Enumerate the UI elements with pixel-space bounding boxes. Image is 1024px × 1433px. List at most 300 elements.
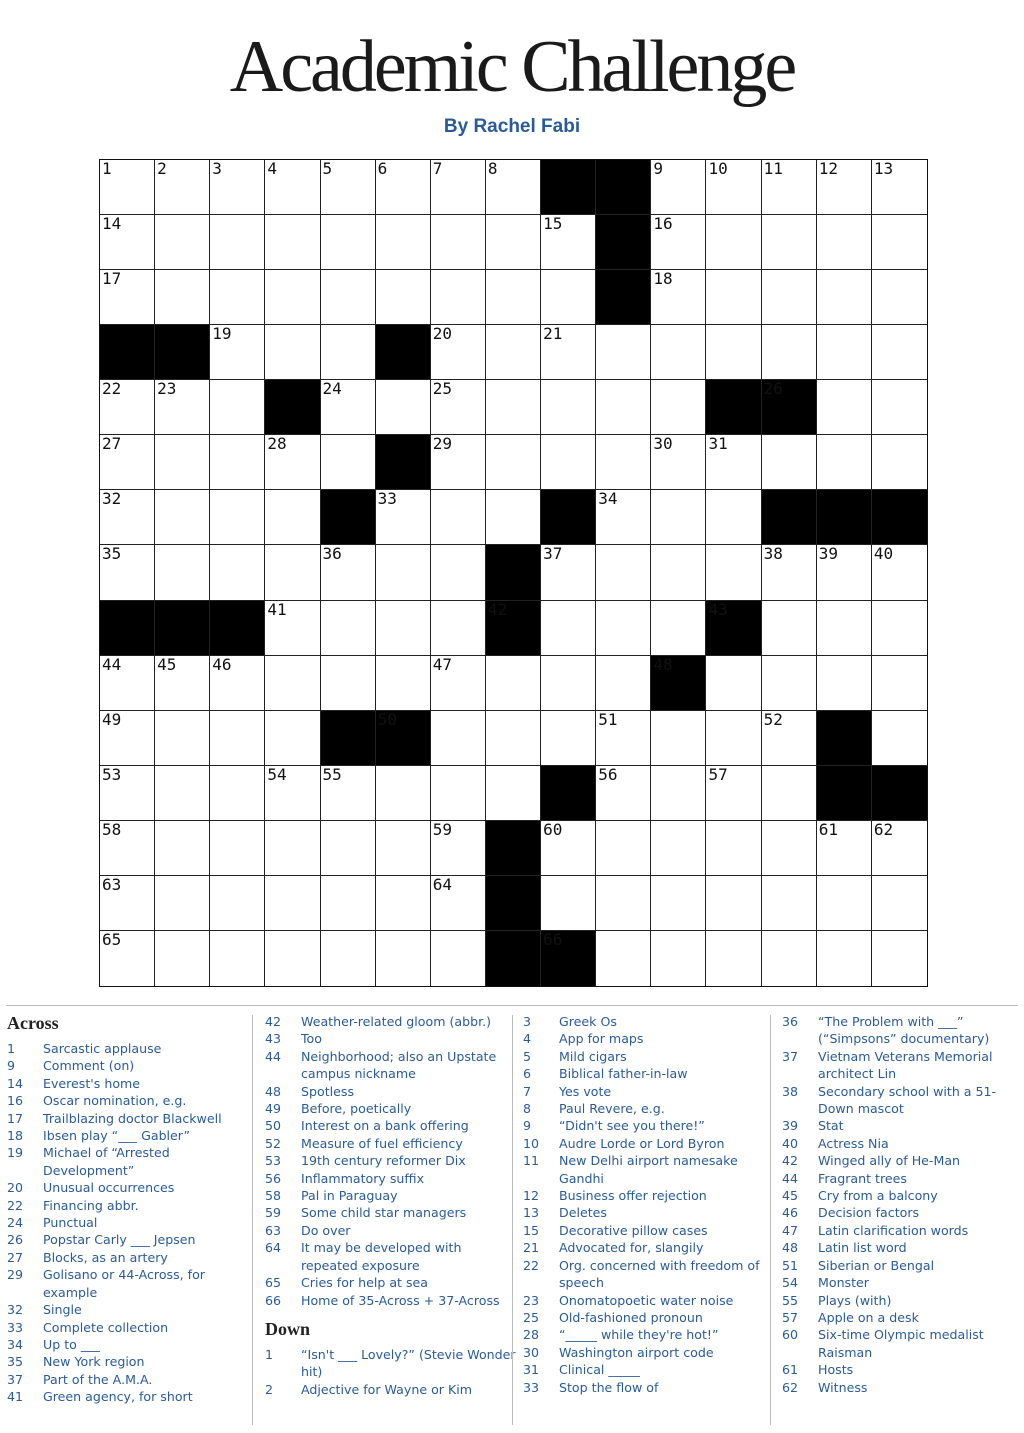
clue-item[interactable] [7,1266,259,1301]
grid-cell[interactable] [265,931,320,986]
grid-cell[interactable] [100,711,155,766]
grid-cell[interactable] [817,821,872,876]
clue-item[interactable] [782,1083,1018,1118]
clue-item[interactable] [265,1117,517,1134]
clue-item[interactable] [265,1135,517,1152]
grid-cell[interactable] [872,656,927,711]
grid-cell[interactable] [321,821,376,876]
grid-cell[interactable] [210,821,265,876]
cell-number: 17 [102,269,122,289]
grid-cell[interactable] [100,270,155,325]
grid-cell[interactable] [431,656,486,711]
clue-item[interactable] [523,1309,775,1326]
grid-cell[interactable] [100,490,155,545]
grid-cell[interactable] [431,766,486,821]
grid-cell[interactable] [155,766,210,821]
grid-cell[interactable] [486,435,541,490]
clue-item[interactable] [7,1144,259,1179]
grid-cell[interactable] [321,380,376,435]
grid-cell[interactable] [100,766,155,821]
clue-item[interactable] [782,1326,1018,1361]
cell-number: 58 [102,819,122,839]
grid-cell[interactable] [210,656,265,711]
cell-number: 10 [708,159,728,178]
grid-cell[interactable] [155,435,210,490]
clue-item[interactable] [523,1326,775,1343]
grid-cell[interactable] [265,490,320,545]
grid-cell[interactable] [265,215,320,270]
clue-item[interactable] [523,1065,775,1082]
cell-number: 4 [267,159,278,178]
clue-number: 65 [265,1275,282,1291]
grid-cell[interactable] [155,545,210,600]
clue-item[interactable] [265,1013,517,1030]
clue-text: Siberian or Bengal [818,1257,935,1273]
grid-cell[interactable] [541,215,596,270]
grid-cell[interactable] [431,270,486,325]
grid-cell[interactable] [210,876,265,931]
clue-item[interactable] [7,1371,259,1388]
grid-cell[interactable] [762,160,817,215]
grid-cell[interactable] [486,325,541,380]
grid-cell[interactable] [100,215,155,270]
clue-item[interactable] [265,1204,517,1221]
grid-cell[interactable] [651,876,706,931]
grid-cell[interactable] [155,270,210,325]
clue-item[interactable] [7,1110,259,1127]
grid-cell[interactable] [431,876,486,931]
grid-cell[interactable] [651,325,706,380]
grid-cell[interactable] [210,711,265,766]
grid-cell[interactable] [706,656,761,711]
grid-cell[interactable] [817,931,872,986]
clue-item[interactable] [782,1117,1018,1134]
grid-cell[interactable] [596,876,651,931]
grid-cell[interactable] [817,435,872,490]
grid-cell[interactable] [596,821,651,876]
grid-cell[interactable] [486,215,541,270]
clue-item[interactable] [523,1344,775,1361]
grid-cell[interactable] [651,931,706,986]
black-square [321,490,376,545]
clue-item[interactable] [523,1135,775,1152]
clue-item[interactable] [265,1048,517,1083]
clue-number: 6 [523,1066,532,1082]
clue-item[interactable] [523,1361,775,1378]
clue-number: 34 [7,1336,24,1352]
grid-cell[interactable] [321,545,376,600]
clue-item[interactable] [523,1100,775,1117]
clue-item[interactable] [782,1187,1018,1204]
clue-item[interactable] [7,1214,259,1231]
grid-cell[interactable] [210,325,265,380]
grid-cell[interactable] [817,656,872,711]
clue-item[interactable] [782,1204,1018,1221]
clue-item[interactable] [523,1257,775,1292]
grid-cell[interactable] [596,545,651,600]
clue-number: 43 [265,1031,282,1047]
grid-cell[interactable] [431,545,486,600]
grid-cell[interactable] [596,435,651,490]
grid-cell[interactable] [872,545,927,600]
grid-cell[interactable] [817,215,872,270]
grid-cell[interactable] [486,270,541,325]
grid-cell[interactable] [155,876,210,931]
grid-cell[interactable] [321,435,376,490]
grid-cell[interactable] [872,435,927,490]
grid-cell[interactable] [431,490,486,545]
clue-text: New York region [43,1354,145,1370]
grid-cell[interactable] [872,215,927,270]
grid-cell[interactable] [541,545,596,600]
grid-cell[interactable] [265,325,320,380]
grid-cell[interactable] [210,435,265,490]
grid-cell[interactable] [265,876,320,931]
grid-cell[interactable] [376,215,431,270]
grid-cell[interactable] [762,821,817,876]
black-square [210,601,265,656]
grid-cell[interactable] [817,160,872,215]
grid-cell[interactable] [762,545,817,600]
grid-cell[interactable] [431,601,486,656]
grid-cell[interactable] [872,711,927,766]
clue-item[interactable] [265,1239,517,1274]
clue-text: Decision factors [818,1205,920,1221]
grid-cell[interactable] [210,270,265,325]
clue-item[interactable] [7,1319,259,1336]
grid-cell[interactable] [265,821,320,876]
grid-cell[interactable] [762,876,817,931]
clue-item[interactable] [523,1048,775,1065]
cell-number: 35 [102,544,122,564]
grid-cell[interactable] [651,215,706,270]
clue-item[interactable] [523,1239,775,1256]
grid-cell[interactable] [596,931,651,986]
grid-cell[interactable] [431,160,486,215]
grid-cell[interactable] [210,380,265,435]
grid-cell[interactable] [706,325,761,380]
grid-cell[interactable] [431,380,486,435]
grid-cell[interactable] [321,325,376,380]
clue-item[interactable] [7,1040,259,1057]
grid-cell[interactable] [321,656,376,711]
grid-cell[interactable] [265,270,320,325]
grid-cell[interactable] [872,380,927,435]
grid-cell[interactable] [541,876,596,931]
grid-cell[interactable] [651,601,706,656]
grid-cell[interactable] [817,270,872,325]
clue-item[interactable] [265,1346,517,1381]
grid-cell[interactable] [155,711,210,766]
grid-cell[interactable] [817,876,872,931]
clue-item[interactable] [782,1048,1018,1083]
grid-cell[interactable] [762,215,817,270]
grid-cell[interactable] [762,766,817,821]
grid-cell[interactable] [651,270,706,325]
grid-cell[interactable] [651,766,706,821]
clue-item[interactable] [265,1187,517,1204]
clue-item[interactable] [7,1249,259,1266]
grid-cell[interactable] [651,711,706,766]
grid-cell[interactable] [265,766,320,821]
clue-item[interactable] [7,1336,259,1353]
clue-text: Business offer rejection [559,1188,707,1204]
grid-cell[interactable] [541,380,596,435]
clue-item[interactable] [265,1030,517,1047]
clue-item[interactable] [523,1117,775,1134]
grid-cell[interactable] [541,821,596,876]
grid-cell[interactable] [265,656,320,711]
clue-item[interactable] [7,1057,259,1074]
clue-text: Up to ___ [43,1336,100,1352]
grid-cell[interactable] [155,821,210,876]
grid-cell[interactable] [265,435,320,490]
grid-cell[interactable] [872,270,927,325]
grid-cell[interactable] [596,380,651,435]
grid-cell[interactable] [321,270,376,325]
grid-cell[interactable] [706,876,761,931]
grid-cell[interactable] [817,601,872,656]
grid-cell[interactable] [265,160,320,215]
clue-item[interactable] [782,1013,1018,1048]
grid-cell[interactable] [762,711,817,766]
grid-cell[interactable] [706,766,761,821]
grid-cell[interactable] [100,931,155,986]
grid-cell[interactable] [431,711,486,766]
cell-number: 1 [102,159,112,178]
grid-cell[interactable] [376,601,431,656]
grid-cell[interactable] [817,380,872,435]
clue-item[interactable] [265,1152,517,1169]
grid-cell[interactable] [706,435,761,490]
clue-item[interactable] [265,1274,517,1291]
clue-item[interactable] [7,1231,259,1248]
grid-cell[interactable] [155,490,210,545]
grid-cell[interactable] [155,656,210,711]
clue-item[interactable] [782,1170,1018,1187]
grid-cell[interactable] [376,380,431,435]
clue-item[interactable] [782,1239,1018,1256]
grid-cell[interactable] [651,380,706,435]
grid-cell[interactable] [706,215,761,270]
grid-cell[interactable] [486,380,541,435]
grid-cell[interactable] [706,821,761,876]
clue-text: Inflammatory suffix [301,1170,425,1186]
grid-cell[interactable] [210,215,265,270]
grid-cell[interactable] [100,380,155,435]
grid-cell[interactable] [100,435,155,490]
grid-cell[interactable] [541,435,596,490]
grid-cell[interactable] [706,160,761,215]
grid-cell[interactable] [210,766,265,821]
grid-cell[interactable] [872,160,927,215]
clue-item[interactable] [265,1222,517,1239]
clue-item[interactable] [523,1292,775,1309]
cell-number: 19 [212,324,232,344]
grid-cell[interactable] [321,876,376,931]
clue-item[interactable] [782,1222,1018,1239]
grid-cell[interactable] [376,270,431,325]
grid-cell[interactable] [265,545,320,600]
grid-cell[interactable] [706,931,761,986]
grid-cell[interactable] [596,766,651,821]
clue-item[interactable] [7,1075,259,1092]
grid-cell[interactable] [762,435,817,490]
clue-item[interactable] [7,1301,259,1318]
clue-item[interactable] [523,1187,775,1204]
grid-cell[interactable] [376,766,431,821]
grid-cell[interactable] [155,931,210,986]
grid-cell[interactable] [486,766,541,821]
grid-cell[interactable] [321,215,376,270]
clue-item[interactable] [7,1127,259,1144]
grid-cell[interactable] [376,490,431,545]
grid-cell[interactable] [100,545,155,600]
grid-cell[interactable] [596,325,651,380]
grid-cell[interactable] [817,545,872,600]
grid-cell[interactable] [210,931,265,986]
grid-cell[interactable] [872,821,927,876]
clue-item[interactable] [7,1388,259,1405]
clue-number: 9 [7,1058,16,1074]
grid-cell[interactable] [762,601,817,656]
grid-cell[interactable] [321,160,376,215]
grid-cell[interactable] [872,601,927,656]
clue-item[interactable] [7,1197,259,1214]
grid-cell[interactable] [651,160,706,215]
grid-cell[interactable] [651,435,706,490]
clue-item[interactable] [7,1353,259,1370]
grid-cell[interactable] [596,601,651,656]
grid-cell[interactable] [431,325,486,380]
grid-cell[interactable] [486,711,541,766]
grid-cell[interactable] [706,270,761,325]
grid-cell[interactable] [486,490,541,545]
grid-cell[interactable] [541,656,596,711]
grid-cell[interactable] [817,325,872,380]
grid-cell[interactable] [376,876,431,931]
grid-cell[interactable] [596,711,651,766]
clue-item[interactable] [782,1135,1018,1152]
grid-cell[interactable] [541,601,596,656]
grid-cell[interactable] [376,931,431,986]
grid-cell[interactable] [762,270,817,325]
column-divider [770,1015,771,1425]
clue-item[interactable] [523,1222,775,1239]
grid-cell[interactable] [431,931,486,986]
clue-item[interactable] [523,1379,775,1396]
grid-cell[interactable] [872,325,927,380]
grid-cell[interactable] [486,656,541,711]
clue-number: 59 [265,1205,282,1221]
grid-cell[interactable] [541,711,596,766]
clue-item[interactable] [523,1152,775,1187]
clue-item[interactable] [782,1361,1018,1378]
clue-item[interactable] [782,1292,1018,1309]
grid-cell[interactable] [651,545,706,600]
grid-cell[interactable] [762,656,817,711]
grid-cell[interactable] [376,656,431,711]
clue-item[interactable] [523,1030,775,1047]
grid-cell[interactable] [376,821,431,876]
black-square [596,270,651,325]
grid-cell[interactable] [155,380,210,435]
cell-number: 49 [102,709,122,729]
grid-cell[interactable] [210,545,265,600]
clue-number: 33 [523,1379,540,1395]
cell-number: 16 [653,214,673,234]
grid-cell[interactable] [321,766,376,821]
grid-cell[interactable] [706,490,761,545]
grid-cell[interactable] [596,656,651,711]
grid-cell[interactable] [100,656,155,711]
grid-cell[interactable] [651,490,706,545]
clue-item[interactable] [782,1257,1018,1274]
cell-number: 61 [818,819,838,839]
clue-item[interactable] [523,1013,775,1030]
grid-cell[interactable] [210,490,265,545]
grid-cell[interactable] [431,821,486,876]
clue-item[interactable] [782,1379,1018,1396]
clue-item[interactable] [265,1381,517,1398]
grid-cell[interactable] [431,215,486,270]
grid-cell[interactable] [651,821,706,876]
clue-item[interactable] [782,1152,1018,1169]
clue-item[interactable] [265,1100,517,1117]
grid-cell[interactable] [100,160,155,215]
clue-item[interactable] [7,1092,259,1109]
grid-cell[interactable] [210,160,265,215]
clue-item[interactable] [782,1274,1018,1291]
clue-item[interactable] [523,1204,775,1221]
grid-cell[interactable] [706,545,761,600]
grid-cell[interactable] [596,490,651,545]
grid-cell[interactable] [541,270,596,325]
grid-cell[interactable] [155,160,210,215]
clue-text: Decorative pillow cases [559,1222,708,1238]
clue-item[interactable] [782,1309,1018,1326]
grid-cell[interactable] [431,435,486,490]
grid-cell[interactable] [762,931,817,986]
clue-text: Blocks, as an artery [43,1249,168,1265]
grid-cell[interactable] [706,711,761,766]
grid-cell[interactable] [100,821,155,876]
clue-item[interactable] [265,1292,517,1309]
clue-number: 58 [265,1188,282,1204]
clue-number: 24 [7,1215,24,1231]
clue-text: Actress Nia [818,1135,889,1151]
grid-cell[interactable] [100,876,155,931]
clue-item[interactable] [265,1083,517,1100]
black-square [100,325,155,380]
cell-number: 30 [653,434,673,454]
grid-cell[interactable] [872,931,927,986]
grid-cell[interactable] [155,215,210,270]
grid-cell[interactable] [762,325,817,380]
grid-cell[interactable] [321,931,376,986]
clue-item[interactable] [523,1083,775,1100]
grid-cell[interactable] [486,160,541,215]
grid-cell[interactable] [376,545,431,600]
grid-cell[interactable] [376,160,431,215]
grid-cell[interactable] [541,325,596,380]
grid-cell[interactable] [265,601,320,656]
grid-cell[interactable] [321,601,376,656]
clue-item[interactable] [265,1170,517,1187]
grid-cell[interactable] [265,711,320,766]
clue-item[interactable] [7,1179,259,1196]
grid-cell[interactable] [872,876,927,931]
